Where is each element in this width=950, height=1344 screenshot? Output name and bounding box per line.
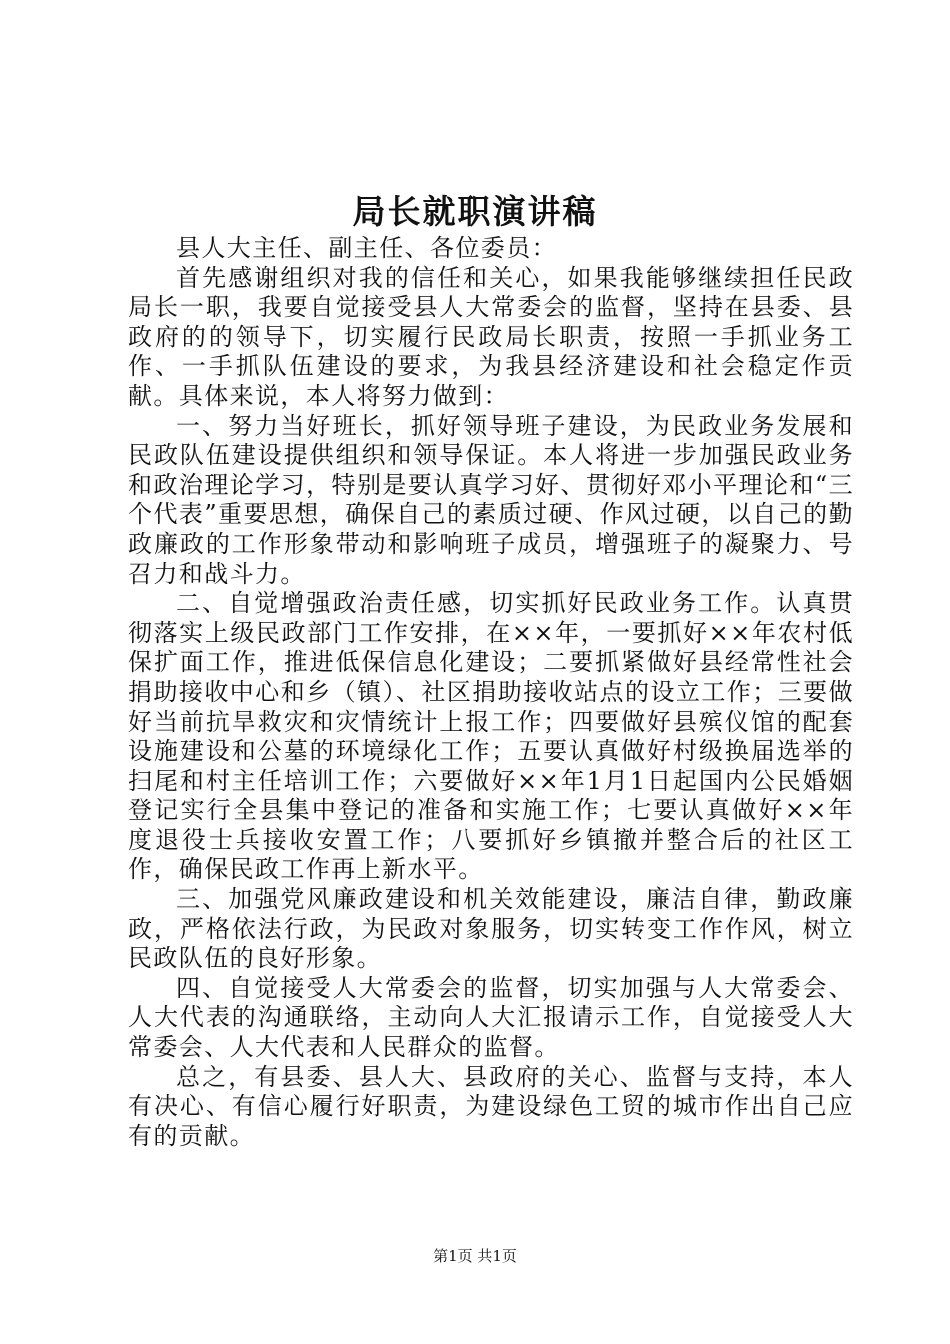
document-title: 局长就职演讲稿 [352, 192, 598, 231]
paragraph-point-2: 二、自觉增强政治责任感，切实抓好民政业务工作。认真贯彻落实上级民政部门工作安排，在××年，一要抓好××年农村低保扩面工作，推进低保信息化建设；二要抓紧做好县经常性社会捐助接收中心和乡（镇）、社区捐助接收站点的设立工作；三要做好当前抗旱救灾和灾情统计上报工作；四要做好县殡仪馆的配套设施建设和公墓的环境绿化工作；五要认真做好村级换届选举的扫尾和村主任培训工作；六要做好××年1月1日起国内公民婚姻登记实行全县集中登记的准备和实施工作；七要认真做好××年度退役士兵接收安置工作；八要抓好乡镇撤并整合后的社区工作，确保民政工作再上新水平。 [128, 589, 854, 884]
document-body [128, 234, 854, 1151]
paragraph-point-3: 三、加强党风廉政建设和机关效能建设，廉洁自律，勤政廉政，严格依法行政，为民政对象服务，切实转变工作作风，树立民政队伍的良好形象。 [128, 885, 854, 973]
paragraph-point-1: 一、努力当好班长，抓好领导班子建设，为民政业务发展和民政队伍建设提供组织和领导保证。本人将进一步加强民政业务和政治理论学习，特别是要认真学习好、贯彻好邓小平理论和“三个代表”重要思想，确保自己的素质过硬、作风过硬，以自己的勤政廉政的工作形象带动和影响班子成员，增强班子的凝聚力、号召力和战斗力。 [128, 411, 854, 588]
page-number-footer: 第1页 共1页 [433, 1247, 517, 1265]
salutation: 县人大主任、副主任、各位委员： [176, 234, 557, 262]
paragraph-point-4: 四、自觉接受人大常委会的监督，切实加强与人大常委会、人大代表的沟通联络，主动向人大汇报请示工作，自觉接受人大常委会、人大代表和人民群众的监督。 [128, 973, 854, 1062]
paragraph-intro: 首先感谢组织对我的信任和关心，如果我能够继续担任民政局长一职，我要自觉接受县人大常委会的监督，坚持在县委、县政府的的领导下，切实履行民政局长职责，按照一手抓业务工作、一手抓队伍建设的要求，为我县经济建设和社会稳定作贡献。具体来说，本人将努力做到： [128, 263, 854, 410]
paragraph-conclusion: 总之，有县委、县人大、县政府的关心、监督与支持，本人有决心、有信心履行好职责，为建设绿色工贸的城市作出自己应有的贡献。 [128, 1062, 854, 1150]
